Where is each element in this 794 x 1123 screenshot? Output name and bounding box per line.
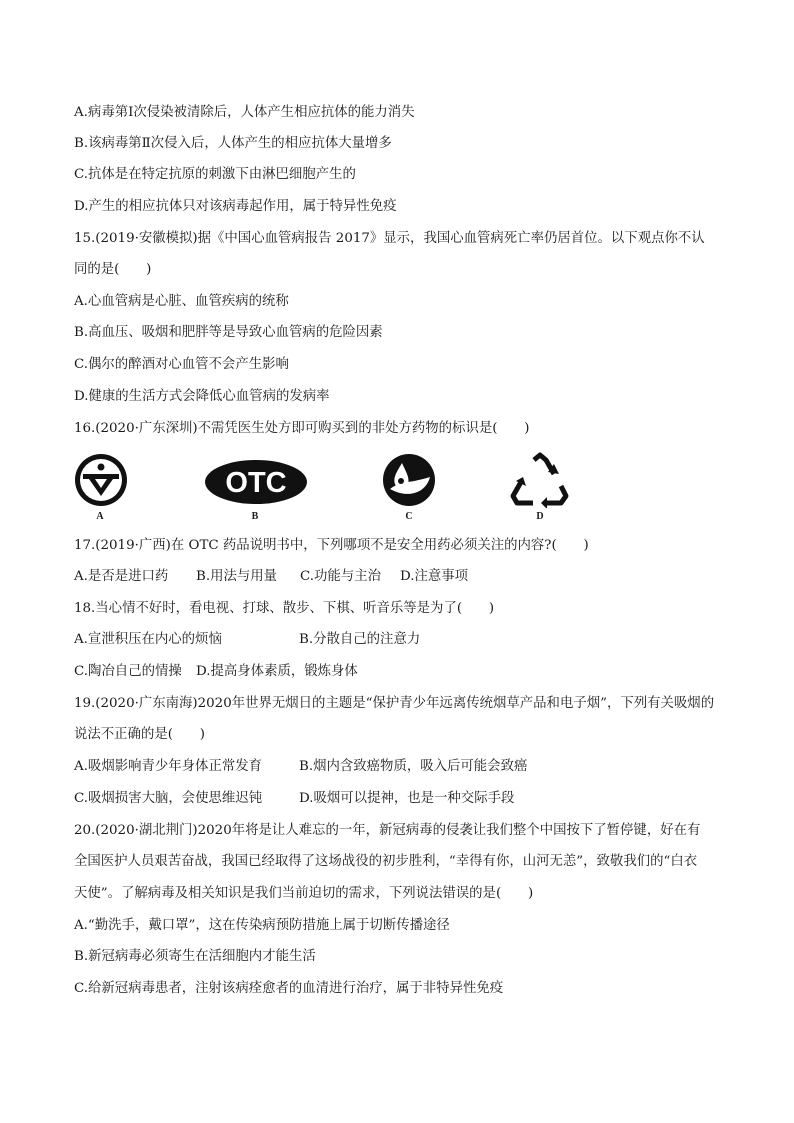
q16-label-c: C xyxy=(405,511,413,522)
q20-stem-line1: 20.(2020·湖北荆门)2020年将是让人难忘的一年，新冠病毒的侵袭让我们整个中国按下了暂停键，好在有 xyxy=(74,823,701,838)
q15-option-d: D.健康的生活方式会降低心血管病的发病率 xyxy=(74,389,330,404)
q16-label-b: B xyxy=(251,511,259,522)
q17-option-a: A.是否是进口药 xyxy=(74,569,169,584)
q14-option-c: C.抗体是在特定抗原的刺激下由淋巴细胞产生的 xyxy=(74,167,356,182)
q15-option-b: B.高血压、吸烟和肥胖等是导致心血管病的危险因素 xyxy=(74,325,383,340)
q14-option-a: A.病毒第Ⅰ次侵染被清除后，人体产生相应抗体的能力消失 xyxy=(74,105,415,120)
q19-option-b: B.烟内含致癌物质，吸入后可能会致癌 xyxy=(299,759,528,774)
q16-label-d: D xyxy=(536,511,544,522)
q20-stem-line3: 天使”。了解病毒及相关知识是我们当前迫切的需求，下列说法错误的是( ) xyxy=(74,886,534,901)
q15-option-c: C.偶尔的醉酒对心血管不会产生影响 xyxy=(74,357,289,372)
q19-option-c: C.吸烟损害大脑，会使思维迟钝 xyxy=(74,791,263,806)
recycle-icon xyxy=(509,452,571,508)
q19-stem-line1: 19.(2020·广东南海)2020年世界无烟日的主题是“保护青少年远离传统烟草产品和电子烟”，下列有关吸烟的 xyxy=(74,696,715,711)
otc-icon xyxy=(204,459,308,505)
q17-stem: 17.(2019·广西)在 OTC 药品说明书中，下列哪项不是安全用药必须关注的内容?( ) xyxy=(74,538,589,553)
q14-option-d: D.产生的相应抗体只对该病毒起作用，属于特异性免疫 xyxy=(74,199,397,214)
q15-stem-line1: 15.(2019·安徽模拟)据《中国心血管病报告 2017》显示，我国心血管病死亡率仍居首位。以下观点你不认 xyxy=(74,231,705,246)
q14-option-b: B.该病毒第Ⅱ次侵入后，人体产生的相应抗体大量增多 xyxy=(74,136,392,151)
q20-option-c: C.给新冠病毒患者，注射该病痊愈者的血清进行治疗，属于非特异性免疫 xyxy=(74,981,504,996)
q17-option-b: B.用法与用量 xyxy=(196,569,278,584)
q18-option-b: B.分散自己的注意力 xyxy=(299,632,421,647)
q18-option-a: A.宣泄积压在内心的烦恼 xyxy=(74,632,222,647)
q17-option-d: D.注意事项 xyxy=(400,569,469,584)
q20-option-a: A.“勤洗手，戴口罩”，这在传染病预防措施上属于切断传播途径 xyxy=(74,918,450,933)
q16-label-a: A xyxy=(96,511,104,522)
q18-stem: 18.当心情不好时，看电视、打球、散步、下棋、听音乐等是为了( ) xyxy=(74,601,495,616)
q15-option-a: A.心血管病是心脏、血管疾病的统称 xyxy=(74,294,289,309)
q18-option-d: D.提高身体素质，锻炼身体 xyxy=(196,664,358,679)
q19-stem-line2: 说法不正确的是( ) xyxy=(74,727,205,742)
q19-option-a: A.吸烟影响青少年身体正常发育 xyxy=(74,759,263,774)
otc-mark-text: OTC xyxy=(225,467,287,499)
q18-option-c: C.陶冶自己的情操 xyxy=(74,664,182,679)
q20-option-b: B.新冠病毒必须寄生在活细胞内才能生活 xyxy=(74,949,316,964)
q15-stem-line2: 同的是( ) xyxy=(74,262,152,277)
q16-stem: 16.(2020·广东深圳)不需凭医生处方即可购买到的非处方药物的标识是( ) xyxy=(74,421,530,436)
food-mark-icon xyxy=(73,452,129,508)
drop-mark-icon xyxy=(382,453,436,507)
q19-option-d: D.吸烟可以提神，也是一种交际手段 xyxy=(299,791,515,806)
q17-option-c: C.功能与主治 xyxy=(300,569,381,584)
q20-stem-line2: 全国医护人员艰苦奋战，我国已经取得了这场战役的初步胜利，“幸得有你，山河无恙”，致敬我们的“白衣 xyxy=(74,854,698,869)
